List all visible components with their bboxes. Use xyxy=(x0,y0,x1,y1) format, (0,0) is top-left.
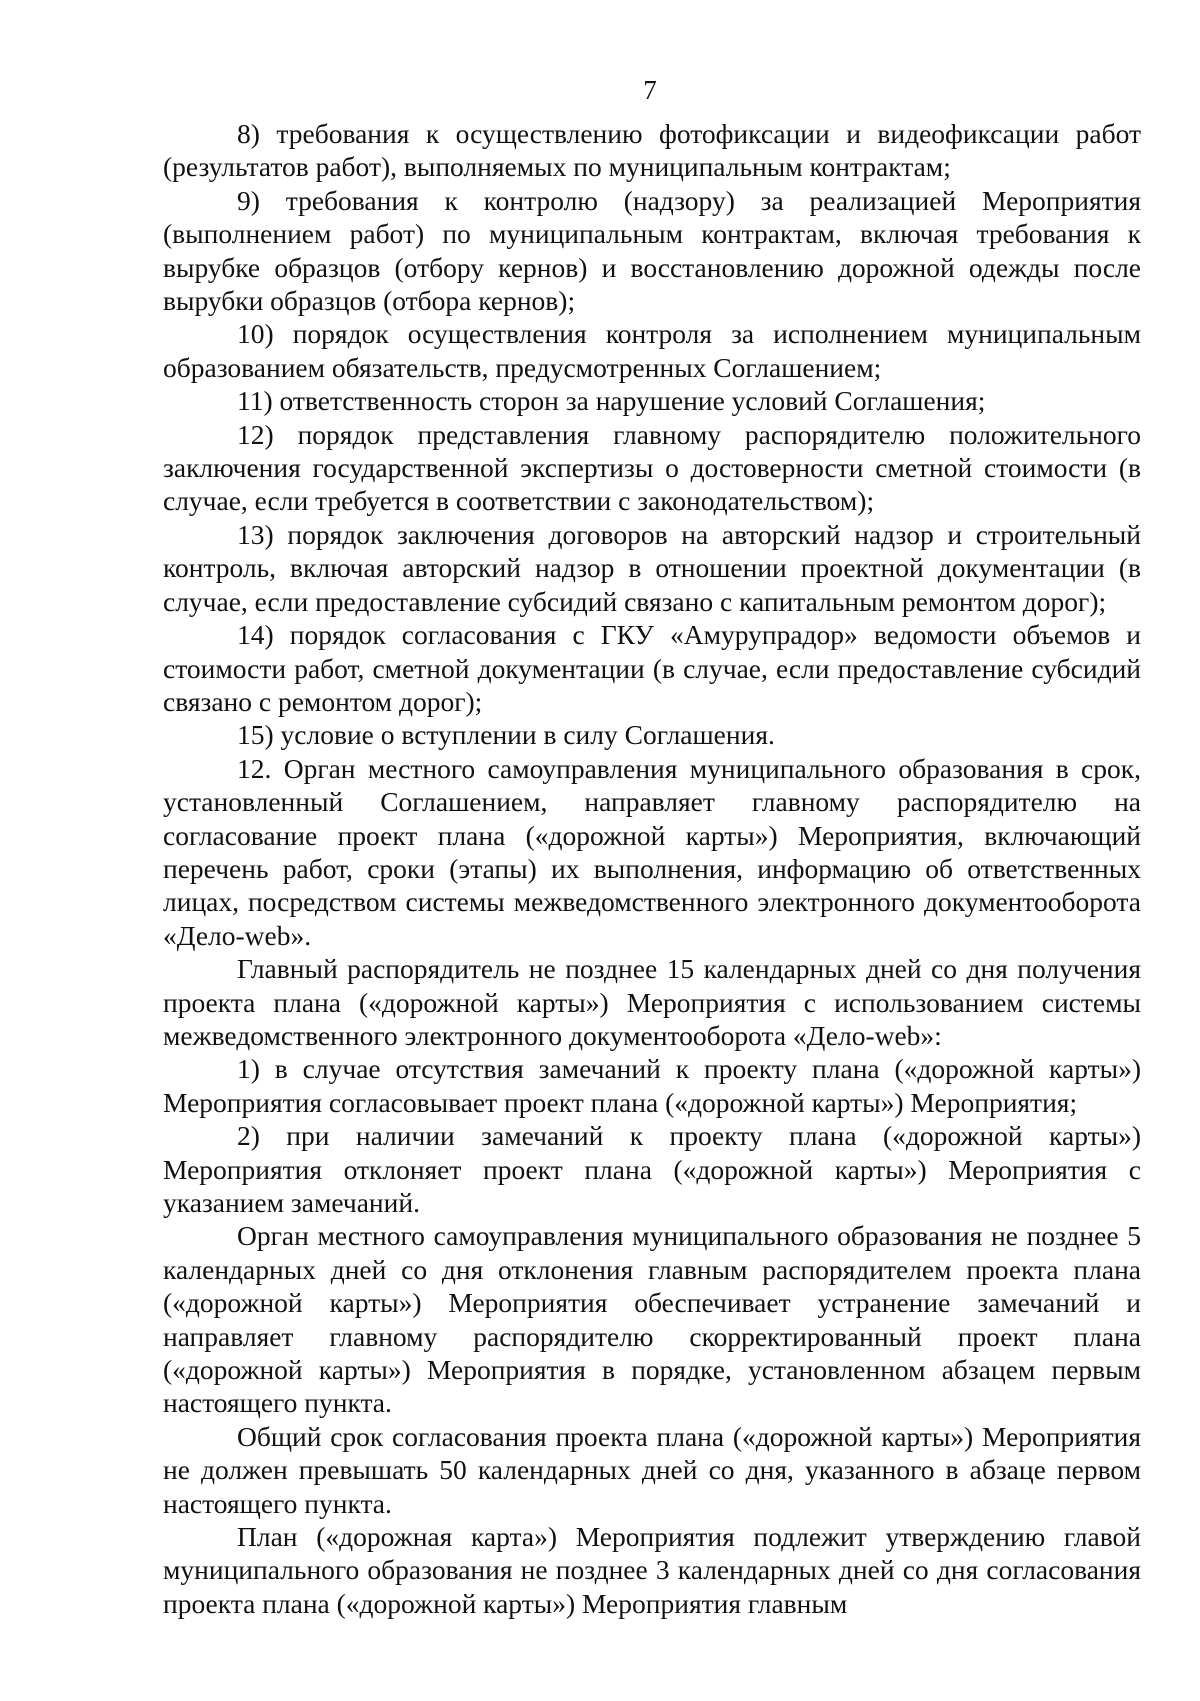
clause-14: 14) порядок согласования с ГКУ «Амурупрадор» ведомости объемов и стоимости работ, сметной документации (в случае, если предоставление субсидий связано с ремонтом дорог); xyxy=(163,619,1141,717)
clause-10: 10) порядок осуществления контроля за исполнением муниципальным образованием обязательств, предусмотренных Соглашением; xyxy=(163,318,1141,383)
document-body xyxy=(163,117,1141,1620)
review-item-1: 1) в случае отсутствия замечаний к проекту плана («дорожной карты») Мероприятия согласовывает проект плана («дорожной карты») Мероприятия; xyxy=(163,1053,1141,1118)
approval-paragraph: План («дорожная карта») Мероприятия подлежит утверждению главой муниципального образования не позднее 3 календарных дней со дня согласования проекта плана («дорожной карты») Мероприятия главным xyxy=(163,1521,1141,1619)
page-number: 7 xyxy=(643,75,657,105)
clause-11: 11) ответственность сторон за нарушение условий Соглашения; xyxy=(237,385,986,417)
clause-9: 9) требования к контролю (надзору) за реализацией Мероприятия (выполнением работ) по муниципальным контрактам, включая требования к вырубке образцов (отбору кернов) и восстановлению дорожной одежды после вырубки образцов (отбора кернов); xyxy=(163,184,1141,317)
correction-paragraph: Орган местного самоуправления муниципального образования не позднее 5 календарных дней со дня отклонения главным распорядителем проекта плана («дорожной карты») Мероприятия обеспечивает устранение замечаний и направляет главному распорядителю скорректированный проект плана («дорожной карты») Мероприятия в порядке, установленном абзацем первым настоящего пункта. xyxy=(163,1220,1141,1419)
review-item-2: 2) при наличии замечаний к проекту плана («дорожной карты») Мероприятия отклоняет проект плана («дорожной карты») Мероприятия с указанием замечаний. xyxy=(163,1120,1141,1218)
clause-15: 15) условие о вступлении в силу Соглашения. xyxy=(237,719,775,751)
total-term-paragraph: Общий срок согласования проекта плана («дорожной карты») Мероприятия не должен превышать 50 календарных дней со дня, указанного в абзаце первом настоящего пункта. xyxy=(163,1420,1141,1519)
review-paragraph: Главный распорядитель не позднее 15 календарных дней со дня получения проекта плана («дорожной карты») Мероприятия с использованием системы межведомственного электронного документооборота «Дело-web»: xyxy=(163,953,1141,1051)
clause-8: 8) требования к осуществлению фотофиксации и видеофиксации работ (результатов работ), выполняемых по муниципальным контрактам; xyxy=(163,118,1141,183)
section-12-paragraph: 12. Орган местного самоуправления муниципального образования в срок, установленный Соглашением, направляет главному распорядителю на согласование проект плана («дорожной карты») Мероприятия, включающий перечень работ, сроки (этапы) их выполнения, информацию об ответственных лицах, посредством системы межведомственного электронного документооборота «Дело-web». xyxy=(163,752,1141,951)
clause-12: 12) порядок представления главному распорядителю положительного заключения государственной экспертизы о достоверности сметной стоимости (в случае, если требуется в соответствии с законодательством); xyxy=(163,418,1141,517)
clause-13: 13) порядок заключения договоров на авторский надзор и строительный контроль, включая авторский надзор в отношении проектной документации (в случае, если предоставление субсидий связано с капитальным ремонтом дорог); xyxy=(163,518,1141,617)
